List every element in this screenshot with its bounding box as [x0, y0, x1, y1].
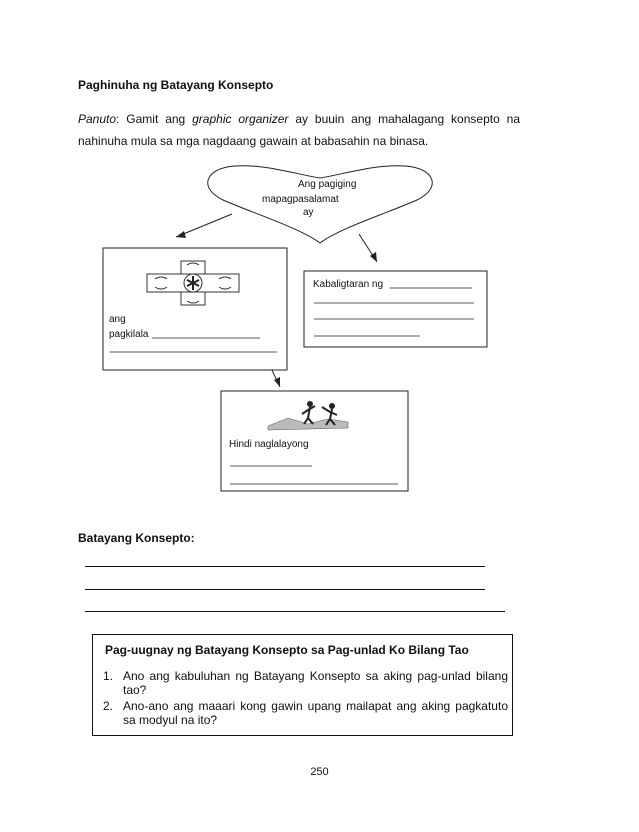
question-1-number: 1.	[103, 669, 114, 683]
right-label: Kabaligtaran ng	[313, 279, 384, 290]
question-1	[103, 669, 508, 697]
heart-line3: ay	[303, 207, 314, 218]
question-1-text: Ano ang kabuluhan ng Batayang Konsepto sa aking pag-unlad bilang tao?	[123, 669, 508, 697]
question-2-text: Ano-ano ang maaari kong gawin upang mailapat ang aking pagkatuto sa modyul na ito?	[123, 699, 508, 727]
answer-line-1[interactable]	[85, 566, 485, 567]
question-2-number: 2.	[103, 699, 114, 713]
left-label1: ang	[109, 314, 126, 325]
heart-line1: Ang pagiging	[298, 179, 357, 190]
answer-line-3[interactable]	[85, 611, 505, 612]
instructions-colon: :	[116, 112, 120, 126]
instructions-italic: graphic organizer	[192, 112, 289, 126]
instructions-label: Panuto	[78, 112, 117, 126]
left-label2: pagkilala	[109, 329, 149, 340]
instructions-part1: Gamit ang	[119, 112, 193, 126]
instructions-part2: ay buuin ang mahalagang konsepto na nahinuha mula sa mga nagdaang gawain at babasahin na binasa.	[78, 112, 520, 148]
arrowhead-left	[176, 231, 186, 238]
reflection-box-title: Pag-uugnay ng Batayang Konsepto sa Pag-unlad Ko Bilang Tao	[105, 643, 469, 657]
bottom-label: Hindi naglalayong	[229, 439, 309, 450]
reflection-box	[92, 634, 513, 736]
question-2	[103, 699, 508, 727]
arrowhead-bottom	[274, 377, 280, 387]
batayang-konsepto-title: Batayang Konsepto:	[78, 531, 195, 545]
page-number: 250	[310, 766, 329, 778]
heart-line2: mapagpasalamat	[262, 194, 339, 205]
section-heading: Paghinuha ng Batayang Konsepto	[78, 78, 274, 92]
answer-line-2[interactable]	[85, 589, 485, 590]
